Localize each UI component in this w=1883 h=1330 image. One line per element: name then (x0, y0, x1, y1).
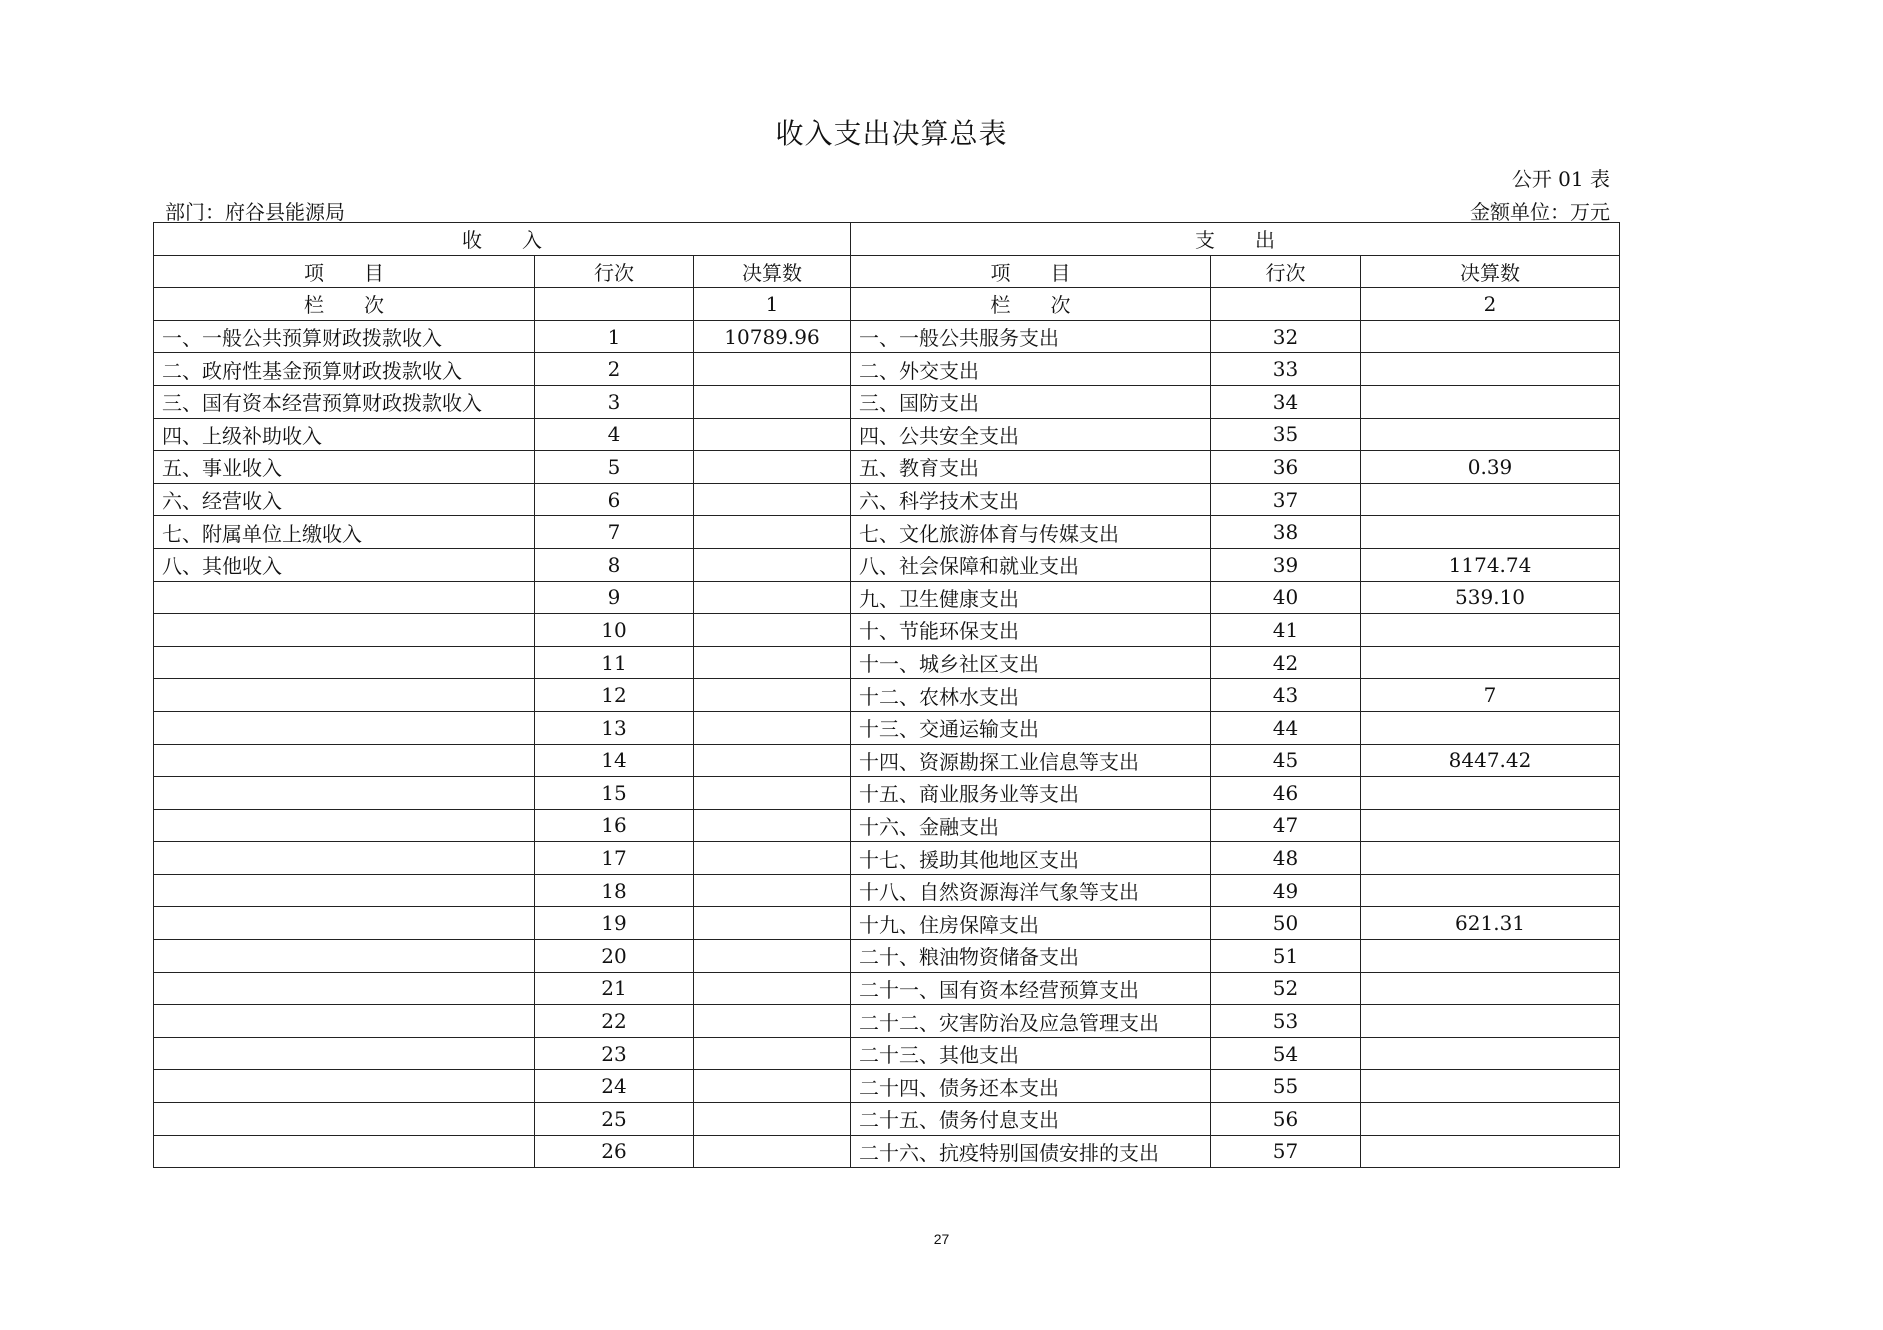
expense-item-cell: 十九、住房保障支出 (851, 907, 1211, 940)
income-item-cell (154, 744, 535, 777)
income-row-no-cell: 3 (535, 385, 694, 418)
income-amount-cell (694, 451, 851, 484)
expense-item-cell: 十、节能环保支出 (851, 614, 1211, 647)
income-item-cell: 八、其他收入 (154, 548, 535, 581)
expense-row-no-cell: 48 (1211, 842, 1361, 875)
expense-amount-cell (1361, 711, 1620, 744)
expense-item-cell: 十一、城乡社区支出 (851, 646, 1211, 679)
expense-amount-cell: 0.39 (1361, 451, 1620, 484)
income-amount-cell: 10789.96 (694, 320, 851, 353)
income-item-cell (154, 679, 535, 712)
table-row (154, 777, 1620, 810)
table-row (154, 516, 1620, 549)
expense-item-cell: 二十三、其他支出 (851, 1037, 1211, 1070)
table-row (154, 451, 1620, 484)
expense-row-no-cell: 54 (1211, 1037, 1361, 1070)
income-row-no-cell: 24 (535, 1070, 694, 1103)
income-row-no-cell: 9 (535, 581, 694, 614)
income-item-cell (154, 972, 535, 1005)
expense-row-no-cell: 56 (1211, 1103, 1361, 1136)
income-section-header: 收 入 (154, 223, 851, 256)
expense-amount-cell (1361, 972, 1620, 1005)
expense-amount-cell (1361, 320, 1620, 353)
page-number: 27 (933, 1231, 950, 1247)
income-row-no-cell: 1 (535, 320, 694, 353)
expense-amount-cell (1361, 1103, 1620, 1136)
column-index-row (154, 288, 1620, 321)
income-item-cell (154, 907, 535, 940)
table-row (154, 744, 1620, 777)
expense-row-no-cell: 51 (1211, 940, 1361, 973)
income-amount-cell (694, 907, 851, 940)
expense-row-no-cell: 38 (1211, 516, 1361, 549)
income-amount-cell (694, 516, 851, 549)
expense-amount-cell: 7 (1361, 679, 1620, 712)
expense-amount-cell (1361, 809, 1620, 842)
expense-row-no-cell: 43 (1211, 679, 1361, 712)
income-item-cell: 六、经营收入 (154, 483, 535, 516)
income-item-cell (154, 874, 535, 907)
income-item-cell (154, 1135, 535, 1168)
expense-item-cell: 十二、农林水支出 (851, 679, 1211, 712)
expense-item-cell: 五、教育支出 (851, 451, 1211, 484)
income-amount-cell (694, 711, 851, 744)
table-row (154, 385, 1620, 418)
expense-item-cell: 一、一般公共服务支出 (851, 320, 1211, 353)
income-amount-cell (694, 874, 851, 907)
table-row (154, 548, 1620, 581)
income-amount-cell (694, 483, 851, 516)
income-row-no-cell: 5 (535, 451, 694, 484)
income-item-header: 项 目 (154, 255, 535, 288)
expense-row-no-cell: 52 (1211, 972, 1361, 1005)
income-amount-cell (694, 614, 851, 647)
income-expense-table (153, 222, 1620, 1168)
income-row-no-cell: 25 (535, 1103, 694, 1136)
income-amount-cell (694, 418, 851, 451)
income-amount-cell (694, 1135, 851, 1168)
table-row (154, 483, 1620, 516)
expense-item-cell: 十五、商业服务业等支出 (851, 777, 1211, 810)
expense-row-no-cell: 44 (1211, 711, 1361, 744)
expense-amount-cell (1361, 353, 1620, 386)
expense-item-cell: 二、外交支出 (851, 353, 1211, 386)
income-item-cell (154, 711, 535, 744)
table-row (154, 646, 1620, 679)
income-row-no-cell: 19 (535, 907, 694, 940)
expense-item-cell: 二十四、债务还本支出 (851, 1070, 1211, 1103)
income-column-index-blank (535, 288, 694, 321)
expense-amount-cell (1361, 483, 1620, 516)
table-row (154, 907, 1620, 940)
income-amount-cell (694, 972, 851, 1005)
expense-item-cell: 二十五、债务付息支出 (851, 1103, 1211, 1136)
expense-amount-cell: 621.31 (1361, 907, 1620, 940)
expense-item-cell: 十四、资源勘探工业信息等支出 (851, 744, 1211, 777)
income-amount-cell (694, 1103, 851, 1136)
expense-amount-cell (1361, 418, 1620, 451)
expense-row-no-cell: 57 (1211, 1135, 1361, 1168)
expense-item-cell: 四、公共安全支出 (851, 418, 1211, 451)
expense-item-cell: 八、社会保障和就业支出 (851, 548, 1211, 581)
table-row (154, 353, 1620, 386)
income-row-no-cell: 10 (535, 614, 694, 647)
income-column-index-label: 栏 次 (154, 288, 535, 321)
income-item-cell (154, 1037, 535, 1070)
expense-column-index-label: 栏 次 (851, 288, 1211, 321)
income-amount-cell (694, 646, 851, 679)
expense-item-cell: 十六、金融支出 (851, 809, 1211, 842)
expense-amount-cell: 539.10 (1361, 581, 1620, 614)
table-row (154, 1070, 1620, 1103)
table-row (154, 842, 1620, 875)
income-row-no-cell: 17 (535, 842, 694, 875)
form-code: 公开 01 表 (1511, 167, 1610, 191)
table-row (154, 940, 1620, 973)
expense-item-cell: 二十一、国有资本经营预算支出 (851, 972, 1211, 1005)
income-amount-cell (694, 777, 851, 810)
income-row-no-cell: 14 (535, 744, 694, 777)
department-label: 部门：府谷县能源局 (165, 200, 345, 224)
income-item-cell (154, 646, 535, 679)
table-row (154, 320, 1620, 353)
expense-row-no-cell: 55 (1211, 1070, 1361, 1103)
income-item-cell (154, 809, 535, 842)
income-item-cell: 一、一般公共预算财政拨款收入 (154, 320, 535, 353)
expense-amount-cell (1361, 940, 1620, 973)
income-row-no-cell: 18 (535, 874, 694, 907)
section-header-row (154, 223, 1620, 256)
expense-item-cell: 二十六、抗疫特别国债安排的支出 (851, 1135, 1211, 1168)
income-amount-cell (694, 1005, 851, 1038)
income-item-cell (154, 842, 535, 875)
table-row (154, 874, 1620, 907)
income-row-no-cell: 20 (535, 940, 694, 973)
income-row-no-cell: 6 (535, 483, 694, 516)
expense-row-no-cell: 36 (1211, 451, 1361, 484)
table-body (154, 320, 1620, 1167)
income-row-no-cell: 7 (535, 516, 694, 549)
expense-row-no-cell: 37 (1211, 483, 1361, 516)
income-item-cell (154, 940, 535, 973)
income-item-cell (154, 777, 535, 810)
expense-row-no-header: 行次 (1211, 255, 1361, 288)
unit-label: 金额单位：万元 (1470, 200, 1610, 224)
income-item-cell (154, 1103, 535, 1136)
income-item-cell (154, 614, 535, 647)
expense-row-no-cell: 34 (1211, 385, 1361, 418)
expense-amount-cell (1361, 385, 1620, 418)
table-row (154, 1135, 1620, 1168)
income-amount-cell (694, 548, 851, 581)
income-amount-cell (694, 744, 851, 777)
table-row (154, 1005, 1620, 1038)
expense-item-cell: 十八、自然资源海洋气象等支出 (851, 874, 1211, 907)
expense-amount-cell: 1174.74 (1361, 548, 1620, 581)
income-amount-cell (694, 385, 851, 418)
page-title: 收入支出决算总表 (775, 117, 1008, 150)
expense-amount-cell (1361, 874, 1620, 907)
income-item-cell (154, 1005, 535, 1038)
income-item-cell: 三、国有资本经营预算财政拨款收入 (154, 385, 535, 418)
table-row (154, 1037, 1620, 1070)
expense-item-cell: 三、国防支出 (851, 385, 1211, 418)
expense-amount-cell (1361, 1005, 1620, 1038)
expense-item-cell: 十三、交通运输支出 (851, 711, 1211, 744)
income-column-index: 1 (694, 288, 851, 321)
expense-item-cell: 二十二、灾害防治及应急管理支出 (851, 1005, 1211, 1038)
income-amount-cell (694, 1037, 851, 1070)
table-row (154, 1103, 1620, 1136)
expense-amount-cell (1361, 516, 1620, 549)
expense-column-index: 2 (1361, 288, 1620, 321)
expense-amount-cell (1361, 646, 1620, 679)
expense-row-no-cell: 35 (1211, 418, 1361, 451)
table-row (154, 711, 1620, 744)
income-item-cell (154, 1070, 535, 1103)
income-row-no-cell: 2 (535, 353, 694, 386)
expense-item-cell: 七、文化旅游体育与传媒支出 (851, 516, 1211, 549)
income-amount-header: 决算数 (694, 255, 851, 288)
income-amount-cell (694, 679, 851, 712)
income-row-no-header: 行次 (535, 255, 694, 288)
income-item-cell: 四、上级补助收入 (154, 418, 535, 451)
expense-item-cell: 二十、粮油物资储备支出 (851, 940, 1211, 973)
income-amount-cell (694, 581, 851, 614)
expense-amount-cell (1361, 1037, 1620, 1070)
expense-amount-cell (1361, 842, 1620, 875)
expense-item-header: 项 目 (851, 255, 1211, 288)
expense-row-no-cell: 53 (1211, 1005, 1361, 1038)
expense-amount-cell (1361, 614, 1620, 647)
expense-row-no-cell: 45 (1211, 744, 1361, 777)
income-item-cell (154, 581, 535, 614)
income-row-no-cell: 21 (535, 972, 694, 1005)
income-amount-cell (694, 940, 851, 973)
expense-row-no-cell: 33 (1211, 353, 1361, 386)
expense-amount-header: 决算数 (1361, 255, 1620, 288)
column-header-row (154, 255, 1620, 288)
expense-row-no-cell: 50 (1211, 907, 1361, 940)
income-amount-cell (694, 353, 851, 386)
expense-item-cell: 六、科学技术支出 (851, 483, 1211, 516)
expense-row-no-cell: 39 (1211, 548, 1361, 581)
expense-section-header: 支 出 (851, 223, 1620, 256)
expense-item-cell: 九、卫生健康支出 (851, 581, 1211, 614)
income-amount-cell (694, 809, 851, 842)
expense-row-no-cell: 41 (1211, 614, 1361, 647)
table-row (154, 614, 1620, 647)
income-row-no-cell: 13 (535, 711, 694, 744)
expense-item-cell: 十七、援助其他地区支出 (851, 842, 1211, 875)
income-row-no-cell: 8 (535, 548, 694, 581)
income-item-cell: 七、附属单位上缴收入 (154, 516, 535, 549)
income-row-no-cell: 26 (535, 1135, 694, 1168)
expense-amount-cell (1361, 777, 1620, 810)
income-item-cell: 二、政府性基金预算财政拨款收入 (154, 353, 535, 386)
table-row (154, 418, 1620, 451)
table-row (154, 679, 1620, 712)
table-row (154, 972, 1620, 1005)
income-amount-cell (694, 1070, 851, 1103)
income-row-no-cell: 23 (535, 1037, 694, 1070)
expense-amount-cell: 8447.42 (1361, 744, 1620, 777)
income-row-no-cell: 16 (535, 809, 694, 842)
expense-column-index-blank (1211, 288, 1361, 321)
table-row (154, 809, 1620, 842)
table-row (154, 581, 1620, 614)
expense-row-no-cell: 32 (1211, 320, 1361, 353)
income-row-no-cell: 22 (535, 1005, 694, 1038)
expense-row-no-cell: 46 (1211, 777, 1361, 810)
expense-amount-cell (1361, 1135, 1620, 1168)
income-item-cell: 五、事业收入 (154, 451, 535, 484)
income-row-no-cell: 12 (535, 679, 694, 712)
expense-amount-cell (1361, 1070, 1620, 1103)
expense-row-no-cell: 42 (1211, 646, 1361, 679)
income-row-no-cell: 4 (535, 418, 694, 451)
income-amount-cell (694, 842, 851, 875)
income-row-no-cell: 15 (535, 777, 694, 810)
income-row-no-cell: 11 (535, 646, 694, 679)
expense-row-no-cell: 47 (1211, 809, 1361, 842)
expense-row-no-cell: 40 (1211, 581, 1361, 614)
expense-row-no-cell: 49 (1211, 874, 1361, 907)
